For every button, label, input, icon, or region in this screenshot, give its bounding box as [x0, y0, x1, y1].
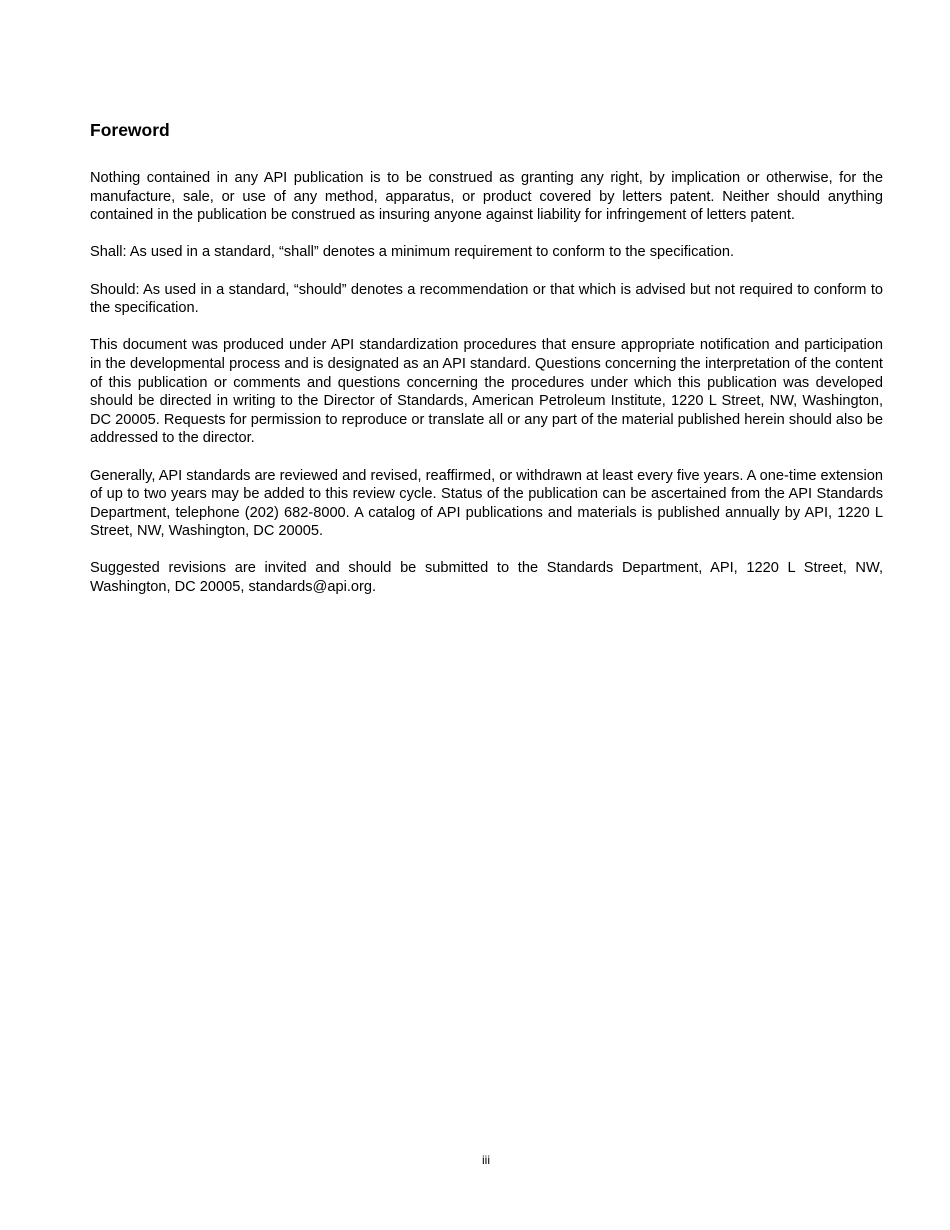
paragraph-standardization-procedures: This document was produced under API standardization procedures that ensure appropriate notification and participation in the developmental process and is designated as an API standard. Questions concerning the interpretation of the content of this publication or comments and questions concerning the procedures under which this publication was developed should be directed in writing to the Director of Standards, American Petroleum Institute, 1220 L Street, NW, Washington, DC 20005. Requests for permission to reproduce or translate all or any part of the material published herein should also be addressed to the director. [90, 337, 883, 447]
page-number: iii [482, 1153, 490, 1167]
document-body [90, 118, 883, 615]
paragraph-shall-definition: Shall: As used in a standard, “shall” denotes a minimum requirement to conform to the specification. [90, 244, 735, 261]
paragraph-patent-disclaimer: Nothing contained in any API publication is to be construed as granting any right, by implication or otherwise, for the manufacture, sale, or use of any method, apparatus, or product covered by letters patent. Neither should anything contained in the publication be construed as insuring anyone against liability for infringement of letters patent. [90, 170, 883, 224]
paragraph-suggested-revisions: Suggested revisions are invited and should be submitted to the Standards Department, API, 1220 L Street, NW, Washington, DC 20005, standards@api.org. [90, 560, 883, 596]
paragraph-should-definition: Should: As used in a standard, “should” denotes a recommendation or that which is advised but not required to conform to the specification. [90, 281, 883, 317]
page-title: Foreword [90, 120, 170, 140]
paragraph-review-cycle: Generally, API standards are reviewed and revised, reaffirmed, or withdrawn at least every five years. A one-time extension of up to two years may be added to this review cycle. Status of the publication can be ascertained from the API Standards Department, telephone (202) 682-8000. A catalog of API publications and materials is published annually by API, 1220 L Street, NW, Washington, DC 20005. [90, 467, 883, 540]
